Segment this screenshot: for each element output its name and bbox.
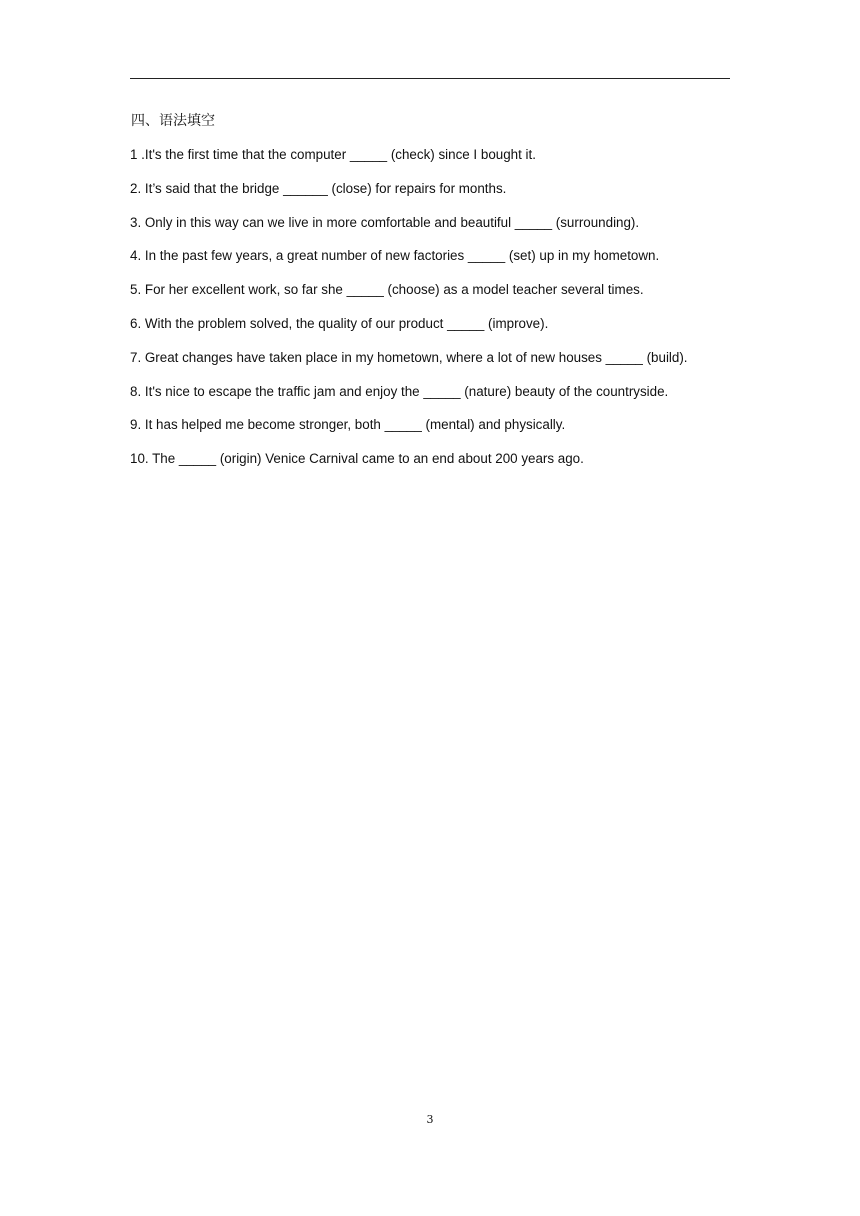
question-list — [130, 146, 740, 484]
question-9: 9. It has helped me become stronger, both _____ (mental) and physically. — [130, 417, 566, 433]
question-1: 1 .It's the first time that the computer _____ (check) since I bought it. — [130, 147, 536, 162]
question-7: 7. Great changes have taken place in my hometown, where a lot of new houses _____ (build). — [130, 349, 688, 365]
question-6: 6. With the problem solved, the quality of our product _____ (improve). — [130, 315, 549, 331]
question-4: 4. In the past few years, a great number of new factories _____ (set) up in my hometown. — [130, 248, 660, 264]
question-2: 2. It’s said that the bridge ______ (close) for repairs for months. — [130, 180, 507, 196]
header-rule — [130, 78, 730, 79]
question-8: 8. It's nice to escape the traffic jam and enjoy the _____ (nature) beauty of the countryside. — [130, 383, 669, 399]
page-number: 3 — [426, 1113, 434, 1126]
question-3: 3. Only in this way can we live in more comfortable and beautiful _____ (surrounding). — [130, 214, 640, 230]
section-heading: 四、语法填空 — [131, 113, 215, 129]
question-10: 10. The _____ (origin) Venice Carnival came to an end about 200 years ago. — [130, 451, 584, 467]
question-5: 5. For her excellent work, so far she _____ (choose) as a model teacher several times. — [130, 282, 644, 298]
